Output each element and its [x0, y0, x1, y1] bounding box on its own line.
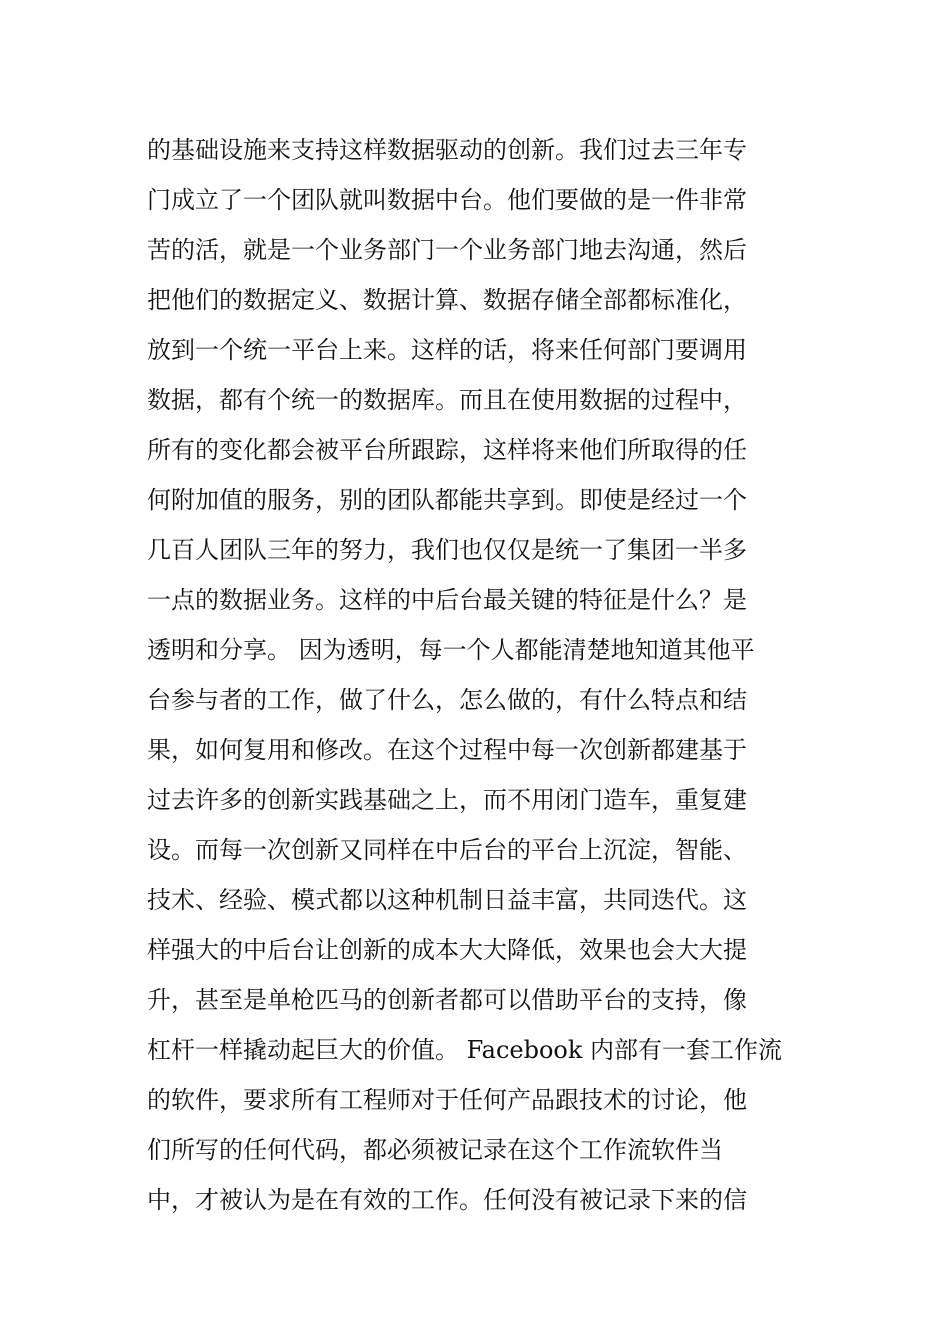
text-line: 所有的变化都会被平台所跟踪，这样将来他们所取得的任	[147, 436, 747, 464]
text-line: 数据，都有个统一的数据库。而且在使用数据的过程中，	[147, 386, 747, 414]
text-line: 杠杆一样撬动起巨大的价值。 Facebook 内部有一套工作流	[147, 1036, 783, 1064]
text-line: 苦的活，就是一个业务部门一个业务部门地去沟通，然后	[147, 236, 747, 264]
text-line: 果，如何复用和修改。在这个过程中每一次创新都建基于	[147, 736, 747, 764]
body-text	[147, 125, 807, 1225]
text-line: 何附加值的服务，别的团队都能共享到。即使是经过一个	[147, 486, 747, 514]
text-line: 过去许多的创新实践基础之上，而不用闭门造车，重复建	[147, 786, 747, 814]
text-line: 中，才被认为是在有效的工作。任何没有被记录下来的信	[147, 1186, 747, 1214]
text-line: 台参与者的工作，做了什么，怎么做的，有什么特点和结	[147, 686, 747, 714]
text-line: 的基础设施来支持这样数据驱动的创新。我们过去三年专	[147, 136, 747, 164]
text-line: 一点的数据业务。这样的中后台最关键的特征是什么？是	[147, 586, 747, 614]
text-line: 放到一个统一平台上来。这样的话，将来任何部门要调用	[147, 336, 747, 364]
text-line: 技术、经验、模式都以这种机制日益丰富，共同迭代。这	[147, 886, 747, 914]
text-line: 的软件，要求所有工程师对于任何产品跟技术的讨论，他	[147, 1086, 747, 1114]
text-line: 设。而每一次创新又同样在中后台的平台上沉淀，智能、	[147, 836, 747, 864]
text-line: 样强大的中后台让创新的成本大大降低，效果也会大大提	[147, 936, 747, 964]
text-line: 们所写的任何代码，都必须被记录在这个工作流软件当	[147, 1136, 723, 1164]
text-line: 门成立了一个团队就叫数据中台。他们要做的是一件非常	[147, 186, 747, 214]
text-line: 几百人团队三年的努力，我们也仅仅是统一了集团一半多	[147, 536, 747, 564]
text-line: 把他们的数据定义、数据计算、数据存储全部都标准化，	[147, 286, 747, 314]
text-line: 升，甚至是单枪匹马的创新者都可以借助平台的支持，像	[147, 986, 747, 1014]
text-line: 透明和分享。 因为透明，每一个人都能清楚地知道其他平	[147, 636, 755, 664]
